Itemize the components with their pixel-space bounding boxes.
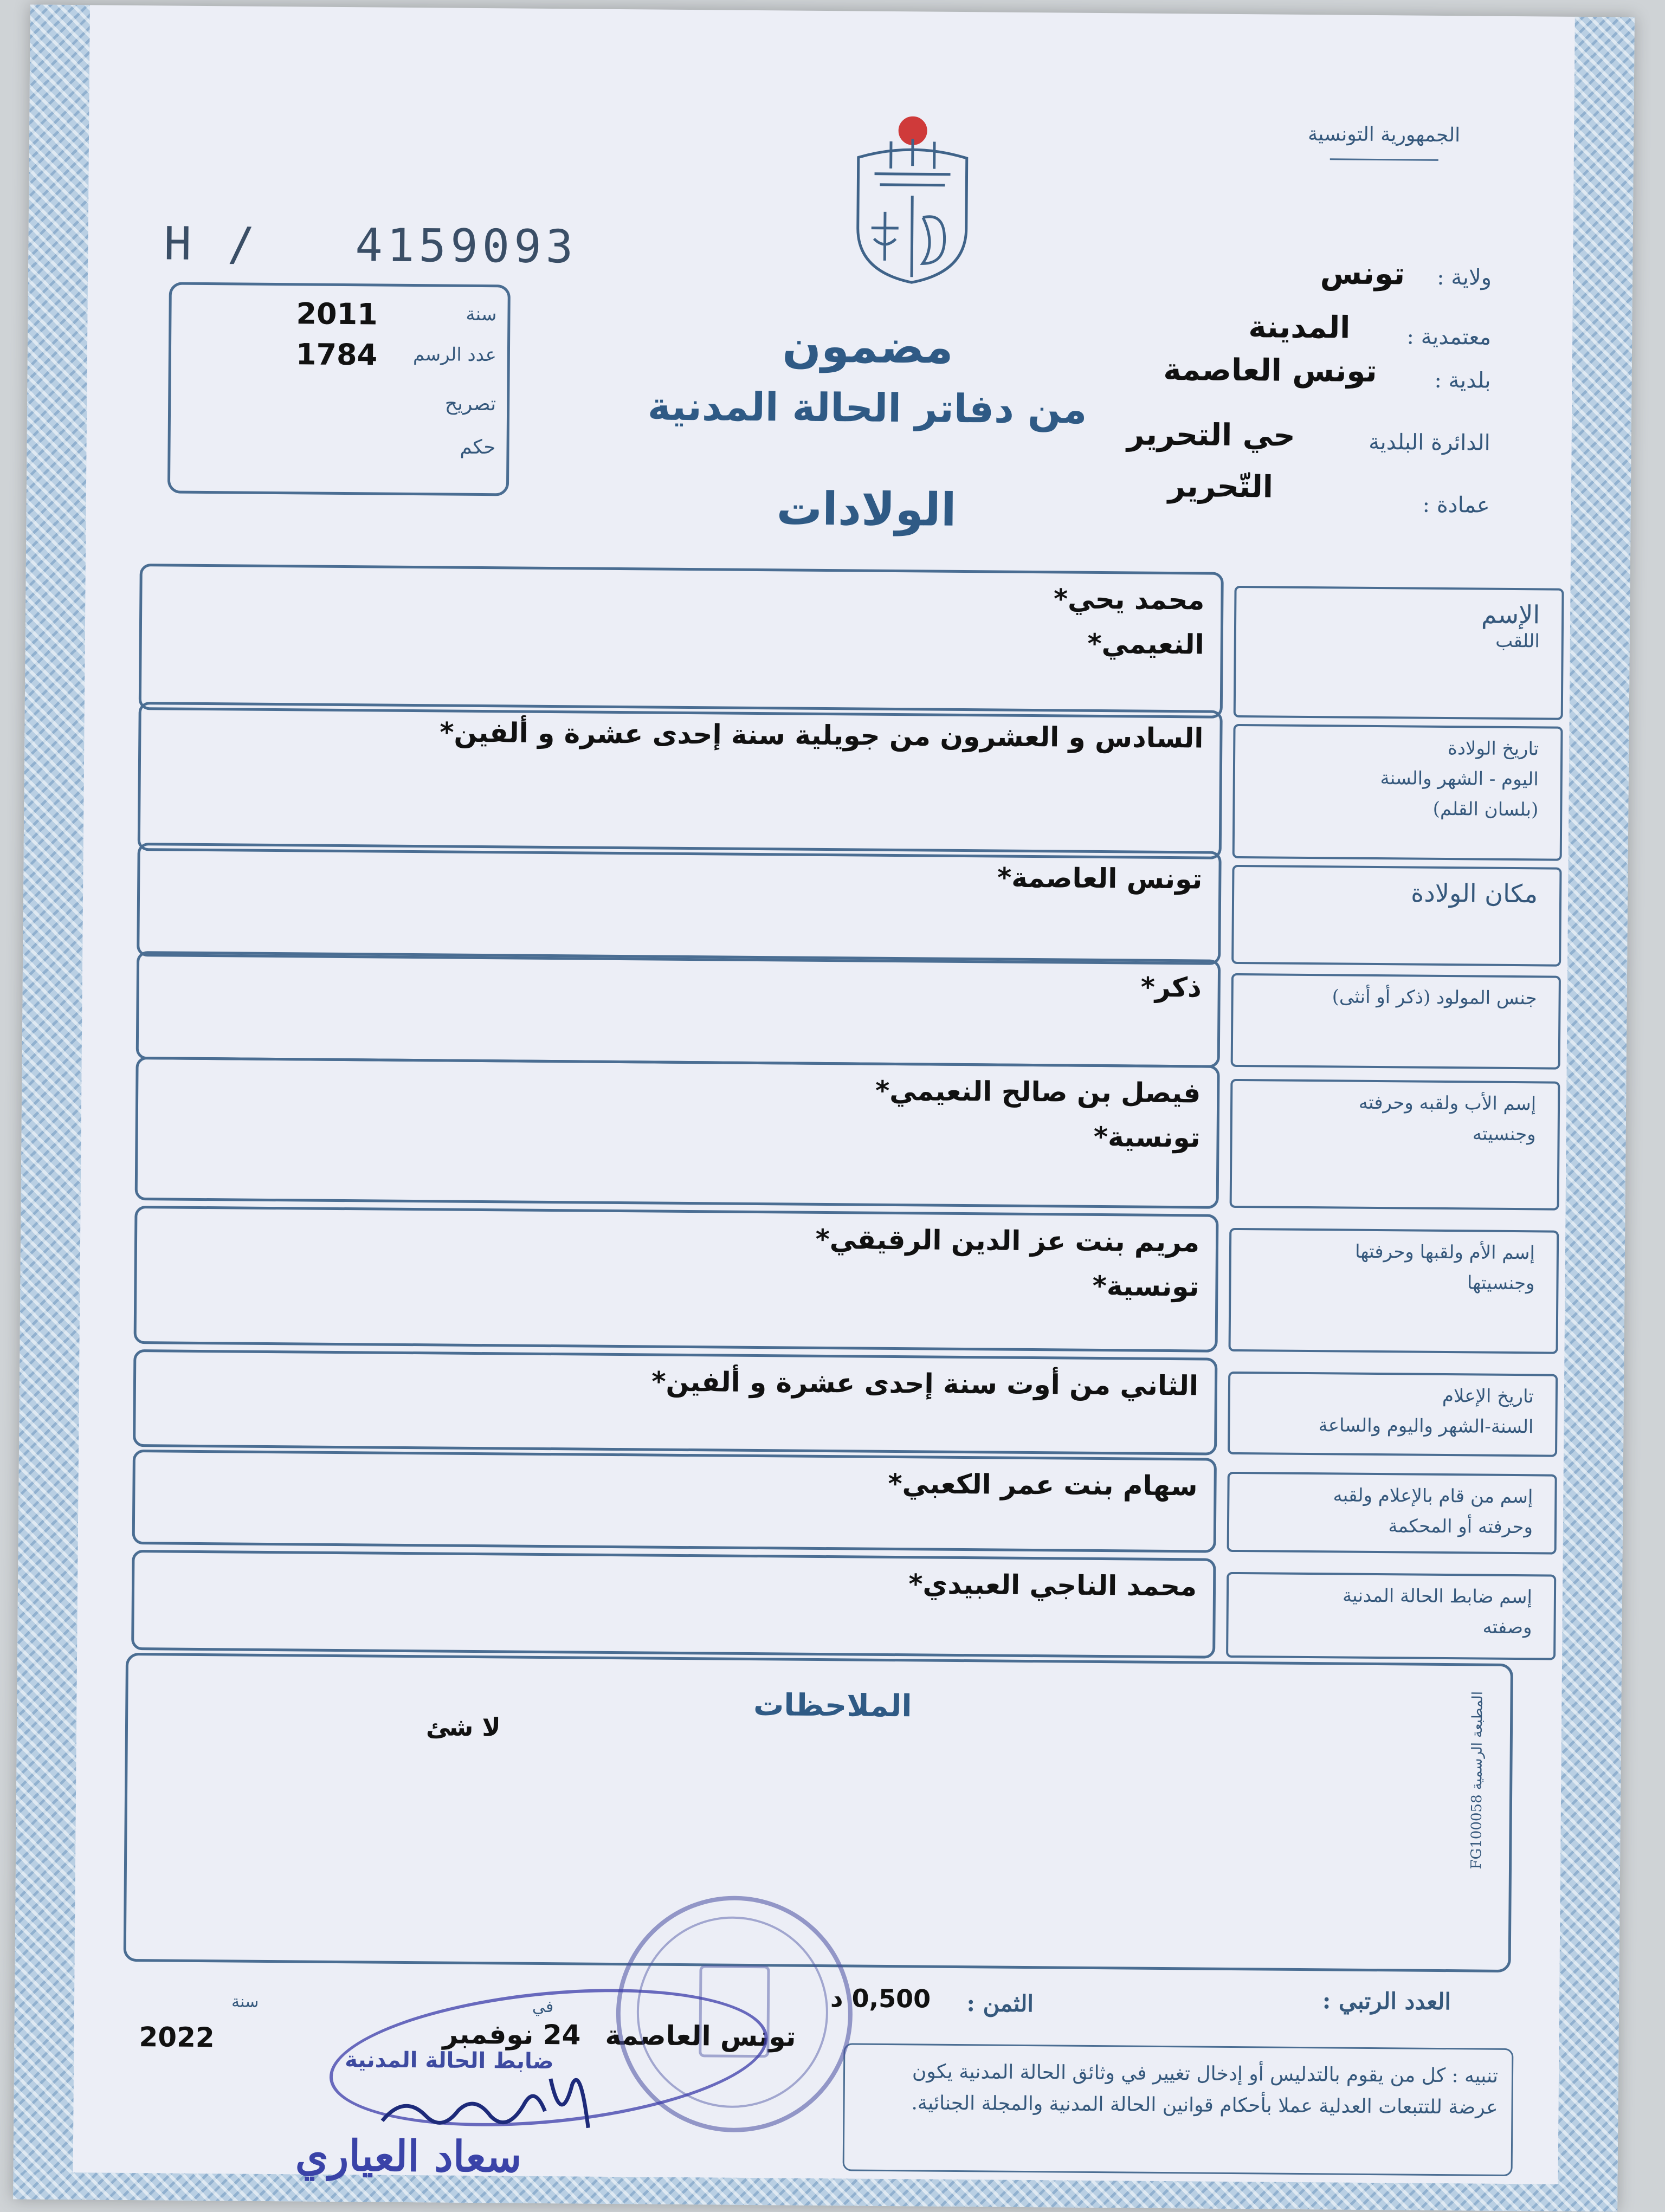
issue-year: 2022 xyxy=(139,2021,215,2054)
field-label: تاريخ الولادة xyxy=(1447,738,1539,760)
field-label-box xyxy=(1231,973,1561,1070)
wilaya-value: تونس xyxy=(1320,256,1405,292)
field-value-box xyxy=(136,951,1221,1068)
warning-box xyxy=(843,2043,1514,2176)
field-value: فيصل بن صالح النعيمي* xyxy=(875,1075,1201,1109)
field-label: جنس المولود (ذكر أو أنثى) xyxy=(1332,986,1537,1010)
register-box xyxy=(167,282,511,496)
printer-mark: المطبعة الرسمية FG100058 xyxy=(1468,1691,1486,1870)
left-guilloche-border xyxy=(13,4,90,2200)
field-label: إسم الأب ولقبه وحرفته xyxy=(1358,1091,1537,1115)
field-value: سهام بنت عمر الكعبي* xyxy=(888,1467,1198,1502)
title-line1: مضمون xyxy=(782,319,954,374)
republic-label: الجمهورية التونسية xyxy=(1307,122,1461,147)
price-value: 0,500 د xyxy=(830,1983,931,2014)
field-value-secondary: النعيمي* xyxy=(1087,628,1204,661)
motamadia-value: المدينة xyxy=(1248,309,1351,346)
field-label-box xyxy=(1234,586,1564,720)
field-label: وجنسيته xyxy=(1472,1123,1536,1146)
officer-name: سعاد العياري xyxy=(295,2131,522,2182)
issue-place: تونس العاصمة xyxy=(605,2019,796,2053)
warning-text: تنبيه : كل من يقوم بالتدليس أو إدخال تغيير في وثائق الحالة المدنية يكون عرضة للتتبعات العدلية عملا بأحكام قوانين الحالة المدنية والمجلة الجنائية. xyxy=(911,2060,1499,2119)
field-label: إسم من قام بالإعلام ولقبه xyxy=(1333,1484,1533,1508)
field-label-box xyxy=(1228,1228,1559,1354)
fi-word: في xyxy=(532,1997,554,2017)
field-value-box xyxy=(139,564,1224,719)
motamadia-label: معتمدية : xyxy=(1406,324,1492,350)
imada-value: التّحرير xyxy=(1167,468,1274,505)
field-value-box xyxy=(133,1349,1217,1456)
field-value-box xyxy=(135,1057,1220,1209)
field-value-box xyxy=(134,1206,1219,1353)
ordinal-label: العدد الرتبي : xyxy=(1322,1987,1451,2015)
declaration-label: تصريح xyxy=(444,392,496,416)
field-value-box xyxy=(132,1450,1217,1553)
field-value-box xyxy=(137,843,1222,965)
birth-certificate xyxy=(13,4,1635,2211)
baladia-value: تونس العاصمة xyxy=(1163,352,1377,389)
field-label-box xyxy=(1228,1372,1558,1457)
field-label: اللقب xyxy=(1495,630,1540,652)
wilaya-label: ولاية : xyxy=(1436,264,1492,290)
daira-value: حي التحرير xyxy=(1126,417,1296,454)
price-label: الثمن : xyxy=(966,1990,1034,2017)
field-value: محمد يحي* xyxy=(1053,583,1205,616)
field-label: إسم ضابط الحالة المدنية xyxy=(1342,1584,1533,1608)
field-label: تاريخ الإعلام xyxy=(1442,1385,1534,1408)
field-label: اليوم - الشهر والسنة xyxy=(1380,767,1539,791)
remarks-value: لا شئ xyxy=(425,1712,501,1742)
imada-label: عمادة : xyxy=(1422,492,1490,518)
judgment-label: حكم xyxy=(460,436,496,459)
register-number-value: 1784 xyxy=(295,337,378,372)
field-value: مريم بنت عز الدين الرقيقي* xyxy=(815,1223,1200,1258)
serial-number: 4159093 xyxy=(354,218,578,274)
title-line2: من دفاتر الحالة المدنية xyxy=(647,383,1087,432)
field-label-box xyxy=(1227,1472,1557,1555)
remarks-title: الملاحظات xyxy=(753,1687,912,1724)
title-line3: الولادات xyxy=(776,482,957,536)
register-number-label: عدد الرسم xyxy=(412,344,497,366)
year-word: سنة xyxy=(231,1992,259,2012)
field-label-box xyxy=(1230,1079,1560,1211)
field-value-box xyxy=(131,1550,1216,1659)
field-value: ذكر* xyxy=(1140,971,1202,1004)
issue-date: 24 نوفمبر xyxy=(442,2018,581,2051)
field-label-box xyxy=(1232,724,1563,861)
field-value: الثاني من أوت سنة إحدى عشرة و ألفين* xyxy=(651,1366,1199,1402)
serial-prefix: H / xyxy=(164,217,260,271)
field-value: السادس و العشرون من جويلية سنة إحدى عشرة و ألفين* xyxy=(440,716,1204,754)
field-label: إسم الأم ولقبها وحرفتها xyxy=(1354,1240,1535,1264)
field-value: محمد الناجي العبيدي* xyxy=(908,1568,1197,1602)
field-value-box xyxy=(138,702,1223,859)
field-value-secondary: تونسية* xyxy=(1092,1270,1199,1303)
field-label: وجنسيتها xyxy=(1467,1272,1535,1295)
field-label-box xyxy=(1231,865,1561,967)
field-value-secondary: تونسية* xyxy=(1093,1121,1201,1154)
field-label: (بلسان القلم) xyxy=(1432,798,1539,821)
field-label: وصفته xyxy=(1482,1616,1532,1639)
daira-label: الدائرة البلدية xyxy=(1369,429,1490,456)
field-value: تونس العاصمة* xyxy=(997,862,1203,895)
right-guilloche-border xyxy=(1558,17,1635,2212)
baladia-label: بلدية : xyxy=(1434,367,1491,393)
remarks-box xyxy=(124,1653,1513,1972)
divider xyxy=(1330,158,1438,161)
field-label: السنة-الشهر واليوم والساعة xyxy=(1318,1414,1534,1438)
field-label: وحرفته أو المحكمة xyxy=(1388,1515,1533,1538)
bottom-guilloche-border xyxy=(13,2172,1617,2211)
coat-of-arms-icon xyxy=(841,108,984,288)
field-label: الإسم xyxy=(1481,599,1540,630)
field-label: مكان الولادة xyxy=(1411,878,1538,909)
field-label-box xyxy=(1226,1572,1556,1660)
officer-label: ضابط الحالة المدنية xyxy=(344,2047,554,2074)
year-label: سنة xyxy=(466,303,497,326)
year-value: 2011 xyxy=(296,296,378,332)
